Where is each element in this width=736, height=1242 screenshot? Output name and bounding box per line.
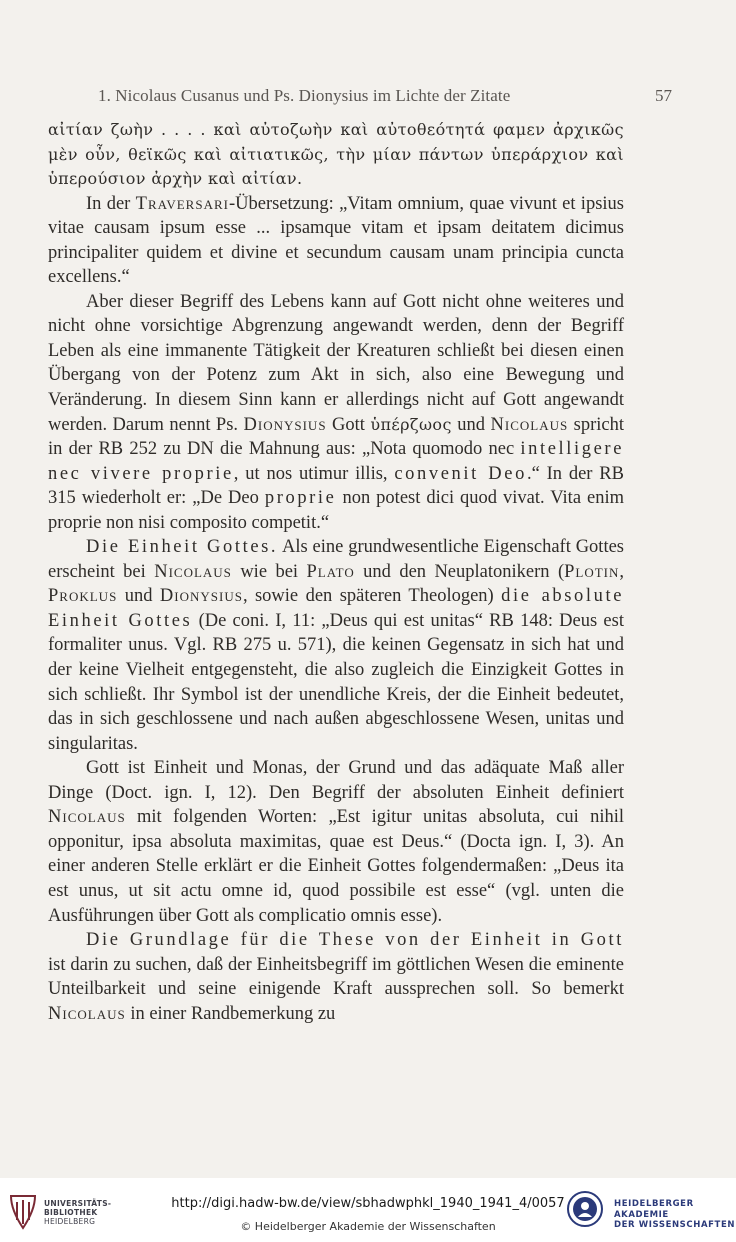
emphasis-text: proprie	[264, 488, 337, 509]
greek-text: ὑπέρζωος	[370, 414, 452, 434]
text-run: Als eine grundwesentliche Eigenschaft Gottes erscheint bei	[48, 537, 625, 582]
text-run: Aber dieser Begriff des Lebens kann auf Gott nicht ohne weiteres und nicht ohne vorsichtige Abgrenzung angewandt werden, denn der Begriff Leben als eine immanente Tätigkeit der Kreaturen schließt bei diesen einen Übergang von der Potenz zum Akt in sich, also eine Bewegung und Veränderung. In diesem Sinn kann er allerdings nicht auf Gott angewandt werden. Darum nennt Ps.	[48, 291, 624, 435]
paragraph	[48, 928, 624, 1026]
emphasis-text: Die Grundlage für die These von der Einheit in Gott	[86, 930, 624, 951]
academy-name: HEIDELBERGER AKADEMIE DER WISSENSCHAFTEN	[614, 1199, 736, 1230]
author-name: Dionysius	[243, 414, 327, 435]
author-name: Nicolaus	[48, 807, 126, 828]
library-name: UNIVERSITÄTS- BIBLIOTHEK HEIDELBERG	[44, 1199, 112, 1226]
text-run: ist darin zu suchen, daß der Einheitsbegriff im göttlichen Wesen die eminente Unteilbarkeit und seine einigende Kraft aussprechen soll. So bemerkt	[48, 954, 624, 1000]
paragraph	[48, 118, 624, 192]
text-run: Gott ist Einheit und Monas, der Grund und das adäquate Maß aller Dinge (Doct. ign. I, 12). Den Begriff der absoluten Einheit definiert	[48, 758, 624, 803]
author-name: Nicolaus	[48, 1003, 126, 1024]
text-run: und	[451, 414, 491, 435]
emphasis-text: die absolute Einheit Gottes	[48, 586, 625, 631]
text-run: , sowie den späteren Theologen)	[242, 586, 502, 607]
author-name: Nicolaus	[490, 414, 569, 435]
text-run: (De coni. I, 11: „Deus qui est unitas“ RB 148: Deus est formaliter unus. Vgl. RB 275 u. 571), die keinen Gegensatz in sich hat und der keine Vielheit entgegensteht, die also zugleich die Einzigkeit Gottes in sich schließt. Ihr Symbol ist der unendliche Kreis, der die Einheit bedeutet, das in sich geschlossene und nach außen abgeschlossene Wesen, unitas und singularitas.	[48, 610, 624, 754]
text-run: Gott	[326, 414, 371, 435]
author-name: Traversari	[135, 193, 229, 214]
page-url-link[interactable]: http://digi.hadw-bw.de/view/sbhadwphkl_1940_1941_4/0057	[171, 1196, 565, 1211]
running-title: 1. Nicolaus Cusanus und Ps. Dionysius im Lichte der Zitate	[98, 86, 511, 105]
academy-seal-icon	[566, 1190, 604, 1228]
text-run: -Übersetzung: „Vitam omnium, quae vivunt et ipsius vitae causam ipsum esse ... ipsamque vitam et ipsam deitatem dicimus principaliter quidem et divine et secundum causam unam principia cuncta excellens.“	[48, 193, 624, 288]
text-run: wie bei	[231, 561, 307, 582]
greek-text: αἰτίαν ζωὴν . . . . καὶ αὐτοζωὴν καὶ αὐτοθεότητά φαμεν ἀρχικῶς μὲν οὖν, θεϊκῶς καὶ αἰτιατικῶς, τὴν μίαν πάντων ὑπεράρχιον καὶ ὑπερούσιον ἀρχὴν καὶ αἰτίαν.	[48, 120, 624, 189]
emphasis-text: intelligere nec vivere proprie	[48, 439, 624, 484]
text-run: , ut nos utimur illis,	[233, 463, 395, 484]
emphasis-text: convenit Deo	[394, 463, 527, 484]
copyright-notice: © Heidelberger Akademie der Wissenschaften	[240, 1220, 496, 1233]
text-run: und	[117, 586, 160, 607]
paragraph	[48, 535, 624, 756]
text-run: in einer Randbemerkung zu	[125, 1003, 336, 1024]
author-name: Plato	[306, 561, 355, 582]
text-run: und den Neuplatonikern (	[354, 561, 565, 582]
viewer-footer	[0, 1178, 736, 1242]
author-name: Proklus	[48, 586, 118, 607]
text-run: non potest dici quod vivat. Vita enim proprie non nisi composito competit.“	[48, 488, 624, 533]
emphasis-text: Die Einheit Gottes.	[86, 537, 279, 558]
text-run: mit folgenden Worten: „Est igitur unitas absoluta, cui nihil opponitur, ipsa absoluta maximitas, quae est Deus.“ (Docta ign. I, 3). An einer anderen Stelle erklärt er die Einheit Gottes folgendermaßen: „Deus ita est unus, ut sit actu omne id, quod possibile est esse“ (vgl. unten die Ausführungen über Gott als complicatio omnis esse).	[48, 807, 624, 926]
author-name: Plotin	[564, 561, 620, 582]
paragraph	[48, 290, 624, 535]
text-run: ,	[619, 561, 625, 582]
body-text	[48, 118, 624, 1026]
paragraph	[48, 192, 624, 290]
text-run: In der	[86, 193, 136, 214]
page-number: 57	[655, 86, 672, 105]
author-name: Nicolaus	[154, 561, 232, 582]
paragraph	[48, 756, 624, 928]
author-name: Dionysius	[159, 586, 243, 607]
text-run: .“ In der RB 315 wiederholt er: „De Deo	[48, 463, 624, 509]
text-run: spricht in der RB 252 zu DN die Mahnung aus: „Nota quomodo nec	[48, 414, 625, 460]
